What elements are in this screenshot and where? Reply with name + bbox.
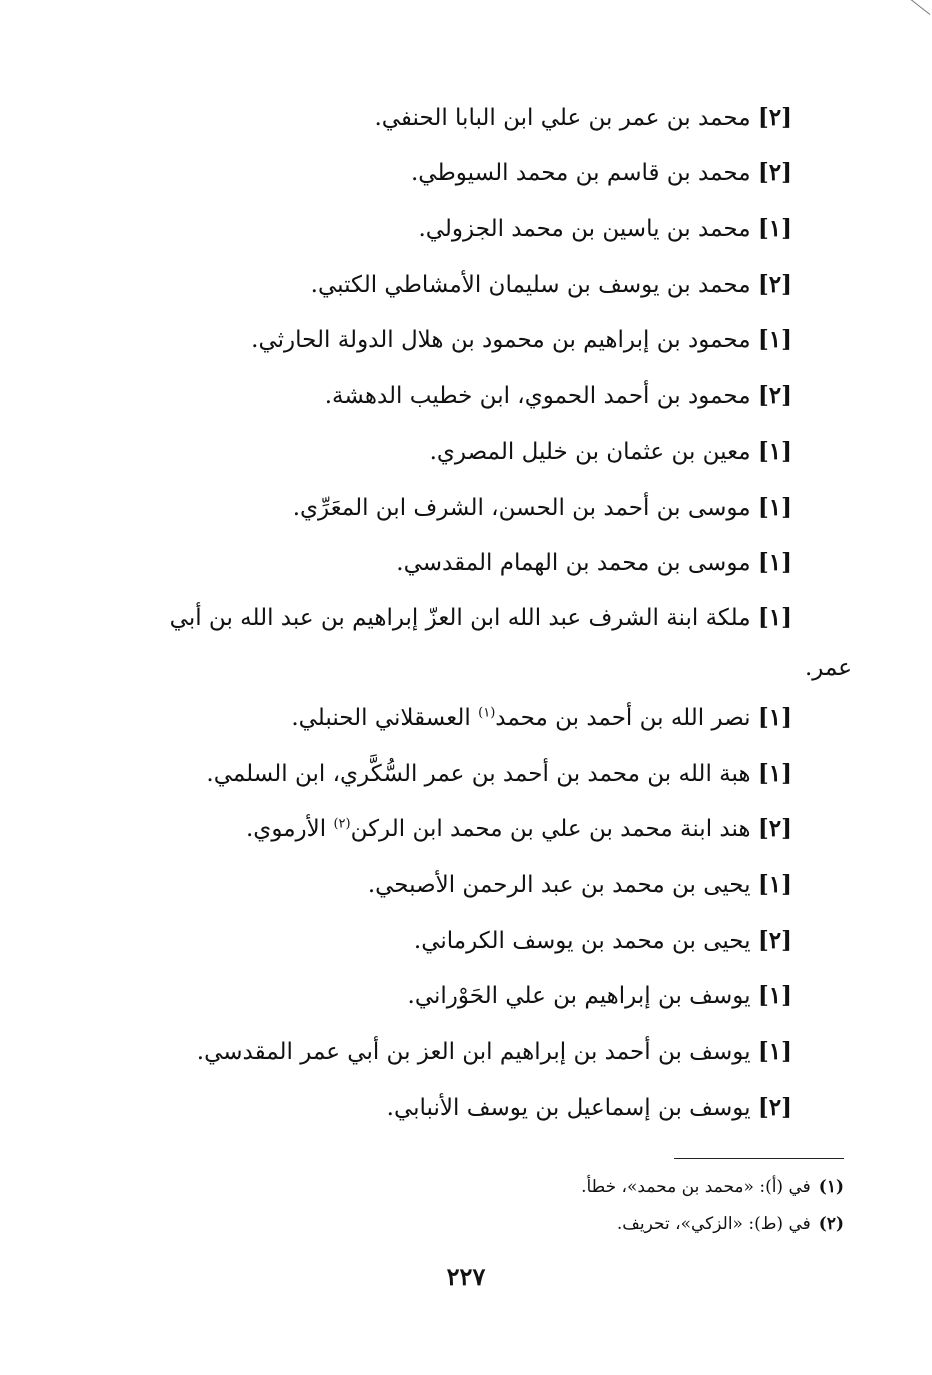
- rank-badge: [١]: [757, 982, 792, 1009]
- footnote: [581, 1175, 844, 1199]
- list-item: [374, 103, 792, 133]
- list-item: [311, 270, 792, 300]
- entry-name-rest: الأرموي.: [246, 816, 334, 842]
- entry-name: نصر الله بن أحمد بن محمد: [495, 705, 751, 731]
- list-item: [430, 437, 792, 467]
- scan-edge-mark: [882, 0, 930, 15]
- list-item: [414, 926, 792, 956]
- rank-badge: [٢]: [757, 271, 792, 298]
- entry-name: محمود بن إبراهيم بن محمود بن هلال الدولة الحارثي.: [251, 327, 751, 353]
- rank-badge: [١]: [757, 604, 792, 631]
- entry-continuation: عمر.: [804, 655, 852, 681]
- rank-badge: [١]: [757, 760, 792, 787]
- entry-name: ملكة ابنة الشرف عبد الله ابن العزّ إبراهيم بن عبد الله بن أبي: [169, 605, 751, 631]
- list-item: [291, 703, 792, 733]
- footnote-marker: (٢): [333, 816, 351, 832]
- list-item: [408, 981, 792, 1011]
- list-item: [197, 1037, 792, 1067]
- list-item: [418, 214, 792, 244]
- entry-name: يوسف بن إبراهيم بن علي الحَوْراني.: [407, 983, 751, 1009]
- list-item: [396, 548, 792, 578]
- footnote: [617, 1212, 844, 1236]
- list-item: [206, 759, 792, 789]
- footnote-text: في (ط): «الزكي»، تحريف.: [616, 1214, 811, 1234]
- rank-badge: [١]: [757, 438, 792, 465]
- entry-name: هند ابنة محمد بن علي بن محمد ابن الركن: [350, 816, 751, 842]
- footnote-divider: [674, 1158, 844, 1159]
- footnote-number: (١): [818, 1177, 844, 1197]
- rank-badge: [٢]: [757, 159, 792, 186]
- footnote-number: (٢): [818, 1214, 844, 1234]
- rank-badge: [١]: [757, 704, 792, 731]
- entry-name: محمد بن ياسين بن محمد الجزولي.: [418, 216, 751, 242]
- list-item: [325, 381, 792, 411]
- rank-badge: [٢]: [757, 1094, 792, 1121]
- rank-badge: [٢]: [757, 382, 792, 409]
- entry-name: محمد بن عمر بن علي ابن البابا الحنفي.: [374, 105, 751, 131]
- entry-name: يوسف بن أحمد بن إبراهيم ابن العز بن أبي عمر المقدسي.: [196, 1039, 751, 1065]
- list-item: [411, 158, 792, 188]
- entry-name: موسى بن محمد بن الهمام المقدسي.: [396, 550, 751, 576]
- list-item: [251, 325, 792, 355]
- entry-name: محمد بن يوسف بن سليمان الأمشاطي الكتبي.: [310, 272, 751, 298]
- list-item: [293, 493, 792, 523]
- rank-badge: [٢]: [757, 815, 792, 842]
- entry-name: يحيى بن محمد بن يوسف الكرماني.: [413, 928, 751, 954]
- rank-badge: [٢]: [757, 104, 792, 131]
- rank-badge: [١]: [757, 215, 792, 242]
- entry-name: موسى بن أحمد بن الحسن، الشرف ابن المعَرِّي.: [292, 495, 751, 521]
- entry-name: محمود بن أحمد الحموي، ابن خطيب الدهشة.: [324, 383, 751, 409]
- rank-badge: [١]: [757, 871, 792, 898]
- entry-name: معين بن عثمان بن خليل المصري.: [429, 439, 751, 465]
- rank-badge: [١]: [757, 326, 792, 353]
- footnote-marker: (١): [478, 705, 496, 721]
- entry-name-rest: العسقلاني الحنبلي.: [291, 705, 479, 731]
- entry-name: يوسف بن إسماعيل بن يوسف الأنبابي.: [386, 1095, 751, 1121]
- rank-badge: [١]: [757, 549, 792, 576]
- list-item: [246, 814, 792, 844]
- list-item: [387, 1093, 792, 1123]
- list-item: [368, 870, 792, 900]
- rank-badge: [١]: [757, 1038, 792, 1065]
- rank-badge: [٢]: [757, 927, 792, 954]
- footnote-text: في (أ): «محمد بن محمد»، خطأ.: [581, 1177, 811, 1197]
- rank-badge: [١]: [757, 494, 792, 521]
- entry-name: هبة الله بن محمد بن أحمد بن عمر السُّكَّري، ابن السلمي.: [206, 761, 751, 787]
- list-item: [170, 603, 792, 633]
- page-number: ٢٢٧: [446, 1262, 486, 1291]
- entry-name: محمد بن قاسم بن محمد السيوطي.: [410, 160, 751, 186]
- entry-name: يحيى بن محمد بن عبد الرحمن الأصبحي.: [367, 872, 751, 898]
